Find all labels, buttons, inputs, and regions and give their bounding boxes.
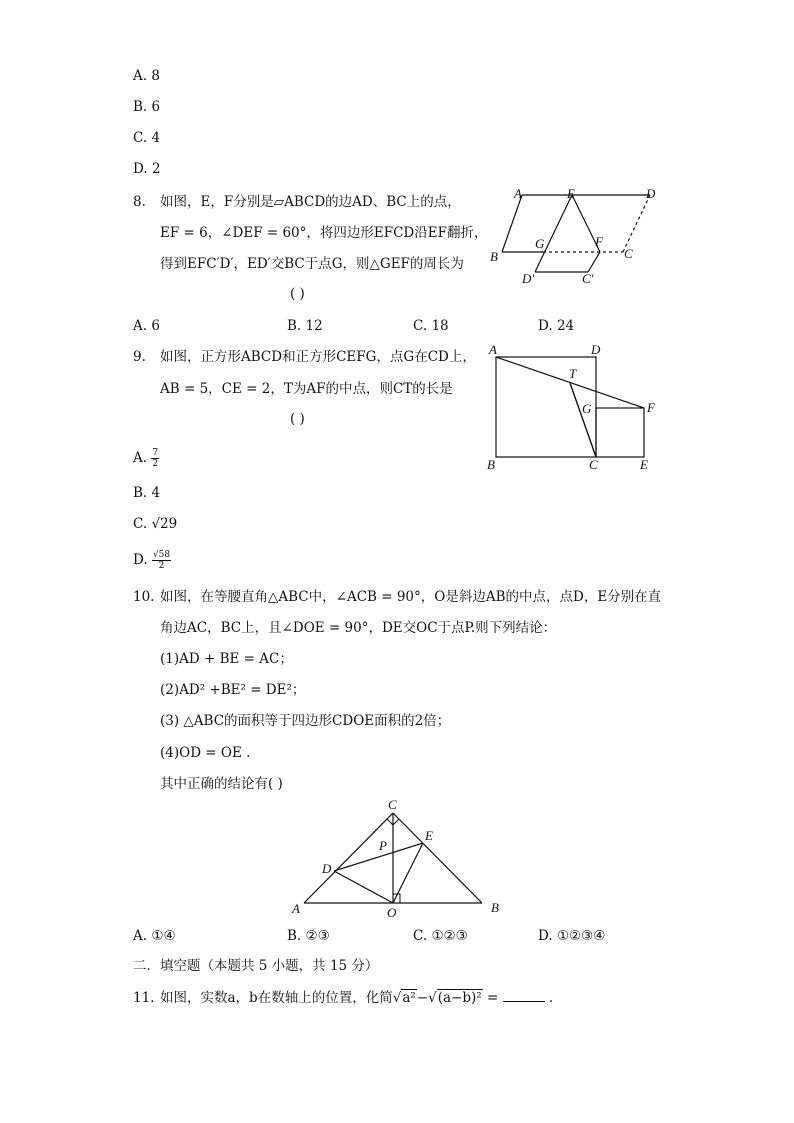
q8-label-c1: C′ bbox=[582, 271, 594, 286]
q9-line1: 如图，正方形ABCD和正方形CEFG，点G在CD上， bbox=[160, 349, 476, 365]
q8-label-a: A bbox=[514, 186, 522, 201]
q8-answer-paren: ( ) bbox=[290, 286, 305, 302]
q9-option-c: C. √29 bbox=[133, 516, 178, 532]
q9-label-b: B bbox=[487, 457, 495, 472]
q10-label-d: D bbox=[322, 861, 332, 876]
q9-label-e: E bbox=[640, 457, 648, 472]
q9-label-f: F bbox=[647, 400, 655, 415]
q7-option-b: B. 6 bbox=[133, 99, 161, 115]
q9-option-d: D. $\frac{√58}{2}$ bbox=[133, 550, 171, 571]
q8-line1: 如图，E，F分别是▱ABCD的边AD、BC上的点， bbox=[160, 194, 461, 210]
q9-label-t: T bbox=[569, 366, 577, 381]
q10-conclusion-1: (1)AD + BE = AC； bbox=[160, 651, 293, 667]
q9-answer-paren: ( ) bbox=[290, 411, 305, 427]
q8-label-c: C bbox=[624, 246, 633, 261]
q7-option-c: C. 4 bbox=[133, 130, 161, 146]
q10-option-b: B. ②③ bbox=[287, 928, 330, 944]
q8-label-d: D bbox=[646, 186, 656, 201]
q8-label-f: F bbox=[595, 234, 603, 249]
q9-line2: AB = 5，CE = 2，T为AF的中点，则CT的长是 bbox=[160, 381, 453, 397]
q11-answer-blank[interactable] bbox=[503, 1001, 545, 1002]
q11-question: 如图，实数a，b在数轴上的位置，化简√a²−√(a−b)² = . bbox=[160, 990, 554, 1006]
q10-figure bbox=[290, 795, 520, 920]
q10-line1: 如图，在等腰直角△ABC中，∠ACB = 90°，O是斜边AB的中点，点D，E分别在直 bbox=[160, 589, 662, 605]
q10-ask: 其中正确的结论有( ) bbox=[160, 776, 283, 792]
q8-label-d1: D′ bbox=[522, 271, 535, 286]
q8-label-e: E bbox=[567, 186, 575, 201]
q8-line2: EF = 6，∠DEF = 60°，将四边形EFCD沿EF翻折， bbox=[160, 225, 488, 241]
q10-number: 10. bbox=[133, 589, 155, 605]
q9-label-g: G bbox=[582, 401, 592, 416]
q8-option-c: C. 18 bbox=[413, 318, 449, 334]
q9-option-a: A. $\frac{7}{2}$ bbox=[133, 448, 159, 469]
q10-label-p: P bbox=[379, 838, 387, 853]
q8-label-g: G bbox=[535, 236, 545, 251]
q10-label-a: A bbox=[292, 901, 300, 916]
q9-number: 9. bbox=[133, 349, 146, 365]
q10-label-b: B bbox=[491, 900, 499, 915]
section-title: 二．填空题（本题共 5 小题，共 15 分） bbox=[133, 958, 379, 974]
q8-label-b: B bbox=[490, 249, 498, 264]
q7-option-d: D. 2 bbox=[133, 161, 161, 177]
q9-label-c: C bbox=[589, 457, 598, 472]
q8-figure bbox=[480, 185, 680, 285]
q10-conclusion-2: (2)AD² +BE² = DE²； bbox=[160, 682, 306, 698]
q10-label-c: C bbox=[388, 797, 397, 812]
q10-conclusion-4: (4)OD = OE . bbox=[160, 745, 251, 761]
q10-option-d: D. ①②③④ bbox=[538, 928, 606, 944]
q9-figure bbox=[485, 343, 665, 473]
q9-option-b: B. 4 bbox=[133, 485, 161, 501]
q10-conclusion-3: (3) △ABC的面积等于四边形CDOE面积的2倍； bbox=[160, 713, 451, 729]
q11-number: 11. bbox=[133, 990, 155, 1006]
q8-option-b: B. 12 bbox=[287, 318, 323, 334]
q8-option-d: D. 24 bbox=[538, 318, 575, 334]
q8-option-a: A. 6 bbox=[133, 318, 160, 334]
q10-label-e: E bbox=[425, 828, 433, 843]
q10-option-a: A. ①④ bbox=[133, 928, 176, 944]
q8-number: 8. bbox=[133, 194, 146, 210]
q7-option-a: A. 8 bbox=[133, 68, 160, 84]
q10-label-o: O bbox=[387, 905, 397, 920]
q8-line3: 得到EFC′D′，ED′交BC于点G，则△GEF的周长为 bbox=[160, 256, 464, 272]
q9-label-d: D bbox=[591, 342, 601, 357]
q9-label-a: A bbox=[489, 342, 497, 357]
q10-line2: 角边AC，BC上，且∠DOE = 90°，DE交OC于点P.则下列结论： bbox=[160, 620, 557, 636]
q10-option-c: C. ①②③ bbox=[413, 928, 468, 944]
